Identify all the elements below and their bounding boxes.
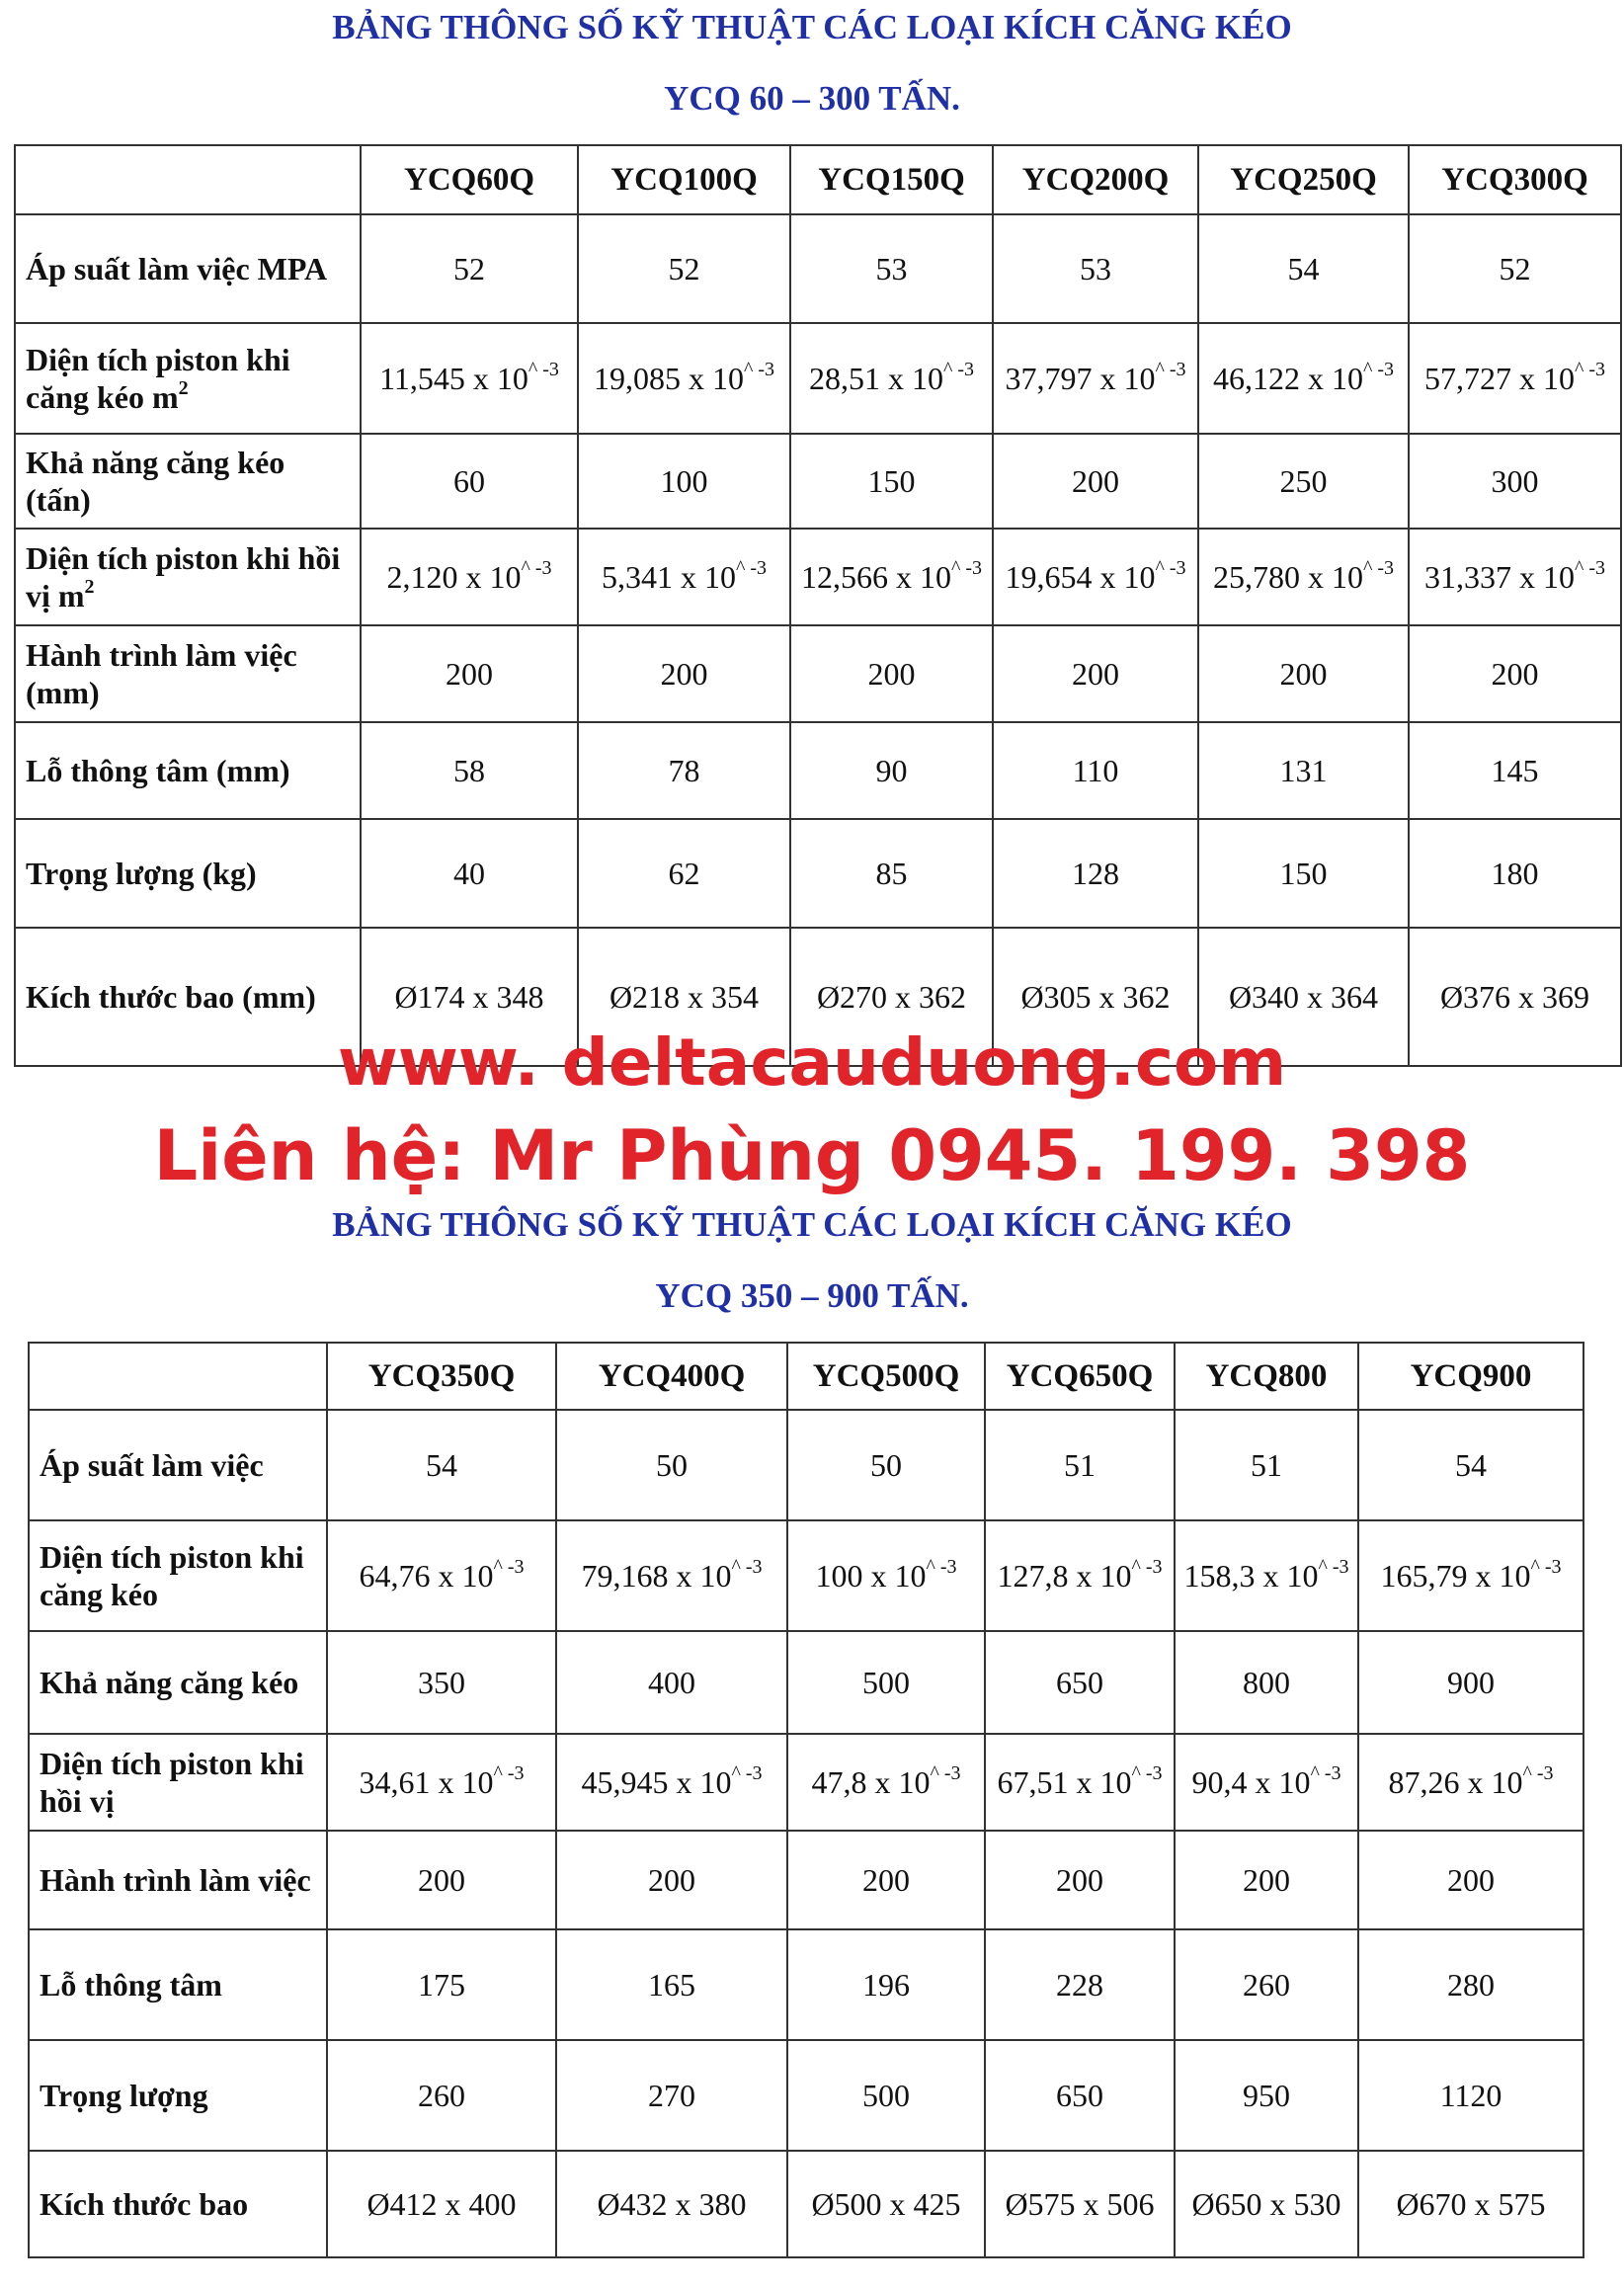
- table-cell: 200: [556, 1831, 787, 1929]
- table-cell: 31,337 x $10^{\^{} -3}$: [1409, 529, 1621, 625]
- column-header: YCQ300Q: [1409, 145, 1621, 214]
- table1-title: [0, 6, 1624, 121]
- table-cell: Ø575 x 506: [985, 2151, 1175, 2257]
- table-cell: 165,79 x $10^{\^{} -3}$: [1358, 1520, 1583, 1631]
- column-header: YCQ350Q: [327, 1343, 556, 1410]
- table-cell: 128: [993, 819, 1198, 928]
- table2-title-line1: BẢNG THÔNG SỐ KỸ THUẬT CÁC LOẠI KÍCH CĂNG KÉO: [332, 1205, 1292, 1244]
- row-label: Khả năng căng kéo: [29, 1631, 327, 1734]
- table-cell: 200: [787, 1831, 985, 1929]
- table-cell: 800: [1175, 1631, 1358, 1734]
- table-cell: 200: [578, 625, 790, 722]
- table-cell: 200: [327, 1831, 556, 1929]
- table-cell: 196: [787, 1929, 985, 2040]
- row-label: Lỗ thông tâm: [29, 1929, 327, 2040]
- table-cell: 270: [556, 2040, 787, 2151]
- table-cell: 260: [327, 2040, 556, 2151]
- table1-title-line2: YCQ 60 – 300 TẤN.: [664, 79, 960, 118]
- table-cell: 58: [361, 722, 578, 819]
- table-cell: 200: [993, 625, 1198, 722]
- table-cell: 110: [993, 722, 1198, 819]
- table-cell: 175: [327, 1929, 556, 2040]
- table-cell: 79,168 x $10^{\^{} -3}$: [556, 1520, 787, 1631]
- row-label: Khả năng căng kéo (tấn): [15, 434, 361, 529]
- table-cell: 650: [985, 1631, 1175, 1734]
- spec-table-ycq-60-300: [14, 144, 1622, 1067]
- table-cell: Ø500 x 425: [787, 2151, 985, 2257]
- table-cell: 500: [787, 1631, 985, 1734]
- table-row: [29, 1520, 1583, 1631]
- table-cell: 650: [985, 2040, 1175, 2151]
- row-label: Trọng lượng: [29, 2040, 327, 2151]
- table-cell: Ø376 x 369: [1409, 928, 1621, 1066]
- table-cell: 37,797 x $10^{\^{} -3}$: [993, 323, 1198, 434]
- table-cell: 2,120 x $10^{\^{} -3}$: [361, 529, 578, 625]
- table-cell: 50: [556, 1410, 787, 1520]
- table-cell: 500: [787, 2040, 985, 2151]
- spec-table-ycq-350-900: [28, 1342, 1584, 2258]
- table-cell: 19,654 x $10^{\^{} -3}$: [993, 529, 1198, 625]
- table-cell: 260: [1175, 1929, 1358, 2040]
- column-header: YCQ900: [1358, 1343, 1583, 1410]
- table-cell: 200: [1358, 1831, 1583, 1929]
- row-label: Lỗ thông tâm (mm): [15, 722, 361, 819]
- table-cell: 400: [556, 1631, 787, 1734]
- table-cell: 228: [985, 1929, 1175, 2040]
- website-watermark: www. deltacauduong.com: [337, 1024, 1287, 1101]
- table-cell: Ø305 x 362: [993, 928, 1198, 1066]
- row-label: Diện tích piston khi hồi vị: [29, 1734, 327, 1831]
- column-header: YCQ250Q: [1198, 145, 1409, 214]
- table-cell: 127,8 x $10^{\^{} -3}$: [985, 1520, 1175, 1631]
- table-cell: 78: [578, 722, 790, 819]
- table-cell: 52: [578, 214, 790, 323]
- table-cell: 150: [1198, 819, 1409, 928]
- table-cell: 165: [556, 1929, 787, 2040]
- column-header: YCQ800: [1175, 1343, 1358, 1410]
- table-cell: 51: [1175, 1410, 1358, 1520]
- table2-title: [0, 1203, 1624, 1318]
- table-cell: 200: [1409, 625, 1621, 722]
- table-cell: 52: [361, 214, 578, 323]
- column-header: YCQ650Q: [985, 1343, 1175, 1410]
- table2-title-line2: YCQ 350 – 900 TẤN.: [655, 1276, 969, 1315]
- table-cell: 46,122 x $10^{\^{} -3}$: [1198, 323, 1409, 434]
- table-cell: 25,780 x $10^{\^{} -3}$: [1198, 529, 1409, 625]
- table-cell: 67,51 x $10^{\^{} -3}$: [985, 1734, 1175, 1831]
- table-row: [29, 1410, 1583, 1520]
- row-label: Diện tích piston khi căng kéo: [29, 1520, 327, 1631]
- column-header: YCQ400Q: [556, 1343, 787, 1410]
- column-header: YCQ150Q: [790, 145, 993, 214]
- table-cell: 200: [790, 625, 993, 722]
- table-cell: 350: [327, 1631, 556, 1734]
- table-cell: Ø412 x 400: [327, 2151, 556, 2257]
- table-row: [29, 2151, 1583, 2257]
- table-cell: 5,341 x $10^{\^{} -3}$: [578, 529, 790, 625]
- table-cell: Ø340 x 364: [1198, 928, 1409, 1066]
- table-cell: 900: [1358, 1631, 1583, 1734]
- table-cell: Ø432 x 380: [556, 2151, 787, 2257]
- row-label: Diện tích piston khi hồi vị $m^2$: [15, 529, 361, 625]
- table-cell: 12,566 x $10^{\^{} -3}$: [790, 529, 993, 625]
- table-cell: 53: [993, 214, 1198, 323]
- column-header: YCQ500Q: [787, 1343, 985, 1410]
- table-cell: 131: [1198, 722, 1409, 819]
- table-cell: 53: [790, 214, 993, 323]
- table-cell: 57,727 x $10^{\^{} -3}$: [1409, 323, 1621, 434]
- table-cell: 50: [787, 1410, 985, 1520]
- row-label: Kích thước bao: [29, 2151, 327, 2257]
- table-header-row: [29, 1343, 1583, 1410]
- table-row: [15, 722, 1621, 819]
- table-cell: 11,545 x $10^{\^{} -3}$: [361, 323, 578, 434]
- table-cell: Ø270 x 362: [790, 928, 993, 1066]
- table-cell: 200: [361, 625, 578, 722]
- table-cell: 64,76 x $10^{\^{} -3}$: [327, 1520, 556, 1631]
- table-cell: 40: [361, 819, 578, 928]
- table-cell: 180: [1409, 819, 1621, 928]
- table-cell: 950: [1175, 2040, 1358, 2151]
- row-label: Áp suất làm việc MPA: [15, 214, 361, 323]
- table-cell: 47,8 x $10^{\^{} -3}$: [787, 1734, 985, 1831]
- table1-title-line1: BẢNG THÔNG SỐ KỸ THUẬT CÁC LOẠI KÍCH CĂNG KÉO: [332, 8, 1292, 46]
- table-cell: 54: [1198, 214, 1409, 323]
- table-cell: Ø218 x 354: [578, 928, 790, 1066]
- table-cell: Ø670 x 575: [1358, 2151, 1583, 2257]
- table-header-row: [15, 145, 1621, 214]
- table-row: [15, 529, 1621, 625]
- row-label: Diện tích piston khi căng kéo $m^2$: [15, 323, 361, 434]
- table-row: [29, 1929, 1583, 2040]
- table-cell: 19,085 x $10^{\^{} -3}$: [578, 323, 790, 434]
- table-cell: 1120: [1358, 2040, 1583, 2151]
- row-label: Trọng lượng (kg): [15, 819, 361, 928]
- table-row: [15, 434, 1621, 529]
- table-cell: 51: [985, 1410, 1175, 1520]
- table-cell: 34,61 x $10^{\^{} -3}$: [327, 1734, 556, 1831]
- table-row: [29, 1831, 1583, 1929]
- table-row: [29, 1734, 1583, 1831]
- table-cell: 90,4 x $10^{\^{} -3}$: [1175, 1734, 1358, 1831]
- table-cell: 45,945 x $10^{\^{} -3}$: [556, 1734, 787, 1831]
- table-cell: 54: [327, 1410, 556, 1520]
- table-cell: 87,26 x $10^{\^{} -3}$: [1358, 1734, 1583, 1831]
- table-cell: Ø650 x 530: [1175, 2151, 1358, 2257]
- corner-cell: [15, 145, 361, 214]
- table-cell: Ø174 x 348: [361, 928, 578, 1066]
- table-cell: 85: [790, 819, 993, 928]
- table-row: [15, 819, 1621, 928]
- table-row: [15, 214, 1621, 323]
- row-label: Áp suất làm việc: [29, 1410, 327, 1520]
- table-cell: 52: [1409, 214, 1621, 323]
- table-cell: 250: [1198, 434, 1409, 529]
- table-cell: 100: [578, 434, 790, 529]
- table-cell: 200: [985, 1831, 1175, 1929]
- table-cell: 28,51 x $10^{\^{} -3}$: [790, 323, 993, 434]
- table-cell: 200: [993, 434, 1198, 529]
- column-header: YCQ100Q: [578, 145, 790, 214]
- table-cell: 150: [790, 434, 993, 529]
- row-label: Hành trình làm việc (mm): [15, 625, 361, 722]
- column-header: YCQ200Q: [993, 145, 1198, 214]
- table-row: [15, 625, 1621, 722]
- table-cell: 54: [1358, 1410, 1583, 1520]
- table-cell: 100 x $10^{\^{} -3}$: [787, 1520, 985, 1631]
- contact-watermark: Liên hệ: Mr Phùng 0945. 199. 398: [153, 1115, 1471, 1196]
- table-cell: 62: [578, 819, 790, 928]
- table-cell: 200: [1198, 625, 1409, 722]
- table-cell: 145: [1409, 722, 1621, 819]
- table-cell: 200: [1175, 1831, 1358, 1929]
- corner-cell: [29, 1343, 327, 1410]
- table-cell: 300: [1409, 434, 1621, 529]
- row-label: Hành trình làm việc: [29, 1831, 327, 1929]
- column-header: YCQ60Q: [361, 145, 578, 214]
- table-cell: 158,3 x $10^{\^{} -3}$: [1175, 1520, 1358, 1631]
- table-row: [29, 1631, 1583, 1734]
- row-label: Kích thước bao (mm): [15, 928, 361, 1066]
- table-row: [29, 2040, 1583, 2151]
- table-cell: 60: [361, 434, 578, 529]
- table-cell: 280: [1358, 1929, 1583, 2040]
- table-cell: 90: [790, 722, 993, 819]
- table-row: [15, 323, 1621, 434]
